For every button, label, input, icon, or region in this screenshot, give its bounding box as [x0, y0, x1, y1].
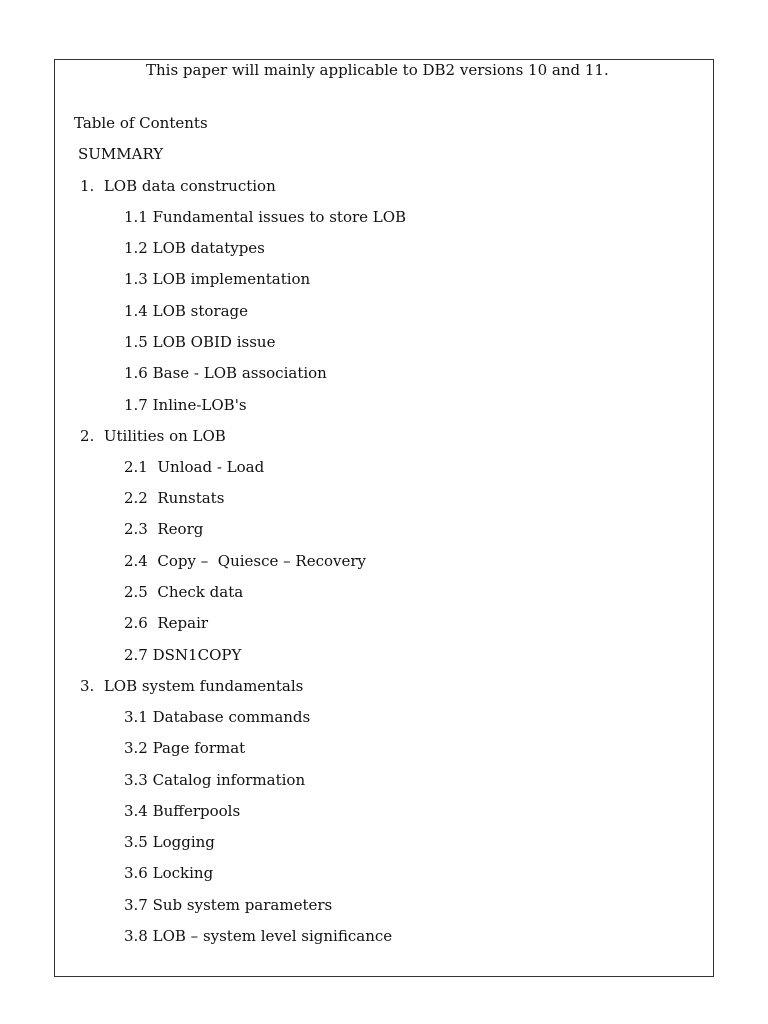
toc-item: 2.7 DSN1COPY: [124, 646, 242, 664]
toc-item: 2.4 Copy – Quiesce – Recovery: [124, 552, 367, 570]
toc-item: 1.1 Fundamental issues to store LOB: [124, 208, 407, 226]
toc-item: 1.2 LOB datatypes: [124, 239, 265, 257]
toc-item: 1.5 LOB OBID issue: [124, 333, 276, 351]
toc-item: 1.7 Inline-LOB's: [124, 396, 247, 414]
toc-section-title: 1. LOB data construction: [80, 177, 276, 195]
toc-section-title: 3. LOB system fundamentals: [80, 677, 304, 695]
toc-item: 3.2 Page format: [124, 739, 246, 757]
toc-item: 3.7 Sub system parameters: [124, 896, 333, 914]
toc-item: 3.6 Locking: [124, 864, 214, 882]
toc-section-title: 2. Utilities on LOB: [80, 427, 226, 445]
toc-item: 3.3 Catalog information: [124, 771, 306, 789]
toc-item: 3.4 Bufferpools: [124, 802, 241, 820]
toc-summary: SUMMARY: [78, 145, 164, 163]
toc-item: 3.5 Logging: [124, 833, 215, 851]
intro-text: This paper will mainly applicable to DB2 versions 10 and 11.: [146, 61, 609, 79]
toc-item: 2.6 Repair: [124, 614, 209, 632]
toc-item: 2.1 Unload - Load: [124, 458, 265, 476]
toc-item: 2.5 Check data: [124, 583, 244, 601]
toc-heading: Table of Contents: [74, 114, 208, 132]
toc-item: 2.2 Runstats: [124, 489, 225, 507]
toc-item: 3.1 Database commands: [124, 708, 311, 726]
toc-item: 2.3 Reorg: [124, 520, 204, 538]
toc-item: 1.6 Base - LOB association: [124, 364, 327, 382]
toc-item: 3.8 LOB – system level significance: [124, 927, 393, 945]
toc-item: 1.3 LOB implementation: [124, 270, 311, 288]
toc-item: 1.4 LOB storage: [124, 302, 249, 320]
